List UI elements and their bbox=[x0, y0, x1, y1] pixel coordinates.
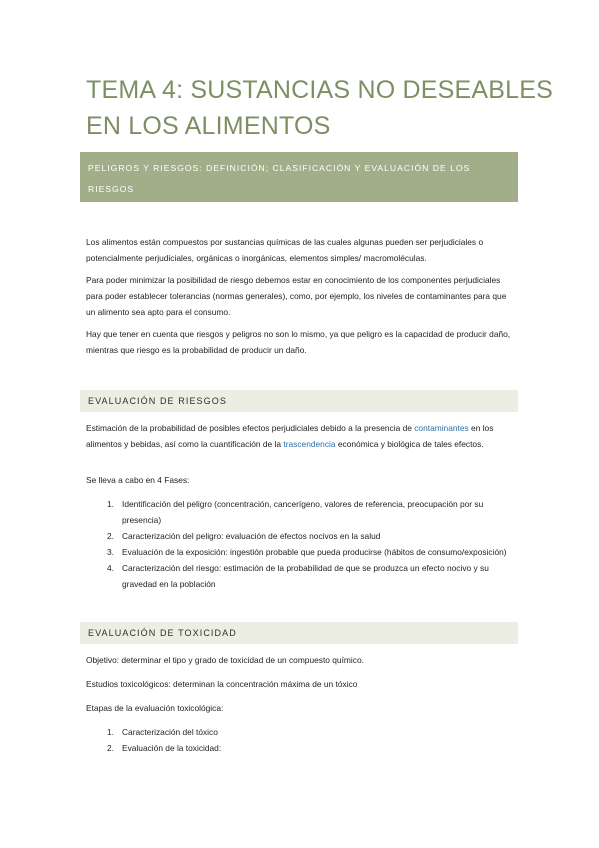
list-text: Evaluación de la exposición: ingestión probable que pueda producirse (hábitos de consumo/exposición) bbox=[122, 547, 507, 557]
paragraph-estimacion bbox=[86, 420, 514, 452]
section-header-peligros bbox=[80, 152, 518, 202]
list-item bbox=[86, 544, 514, 560]
link-contaminantes[interactable]: contaminantes bbox=[414, 423, 469, 433]
list-number: 3. bbox=[107, 547, 114, 557]
estimacion-text-a: Estimación de la probabilidad de posibles efectos perjudiciales debido a la presencia de bbox=[86, 423, 415, 433]
list-item bbox=[86, 560, 514, 592]
paragraph-objetivo: Objetivo: determinar el tipo y grado de toxicidad de un compuesto químico. bbox=[86, 655, 364, 665]
list-text: Caracterización del tóxico bbox=[122, 727, 218, 737]
list-number: 4. bbox=[107, 563, 114, 573]
document-title bbox=[86, 72, 553, 144]
section-header-evaluacion-riesgos: EVALUACIÓN DE RIESGOS bbox=[80, 390, 518, 412]
estimacion-text-b: en los alimentos y bebidas, así como la cuantificación de la bbox=[86, 423, 494, 449]
paragraph-fases: Se lleva a cabo en 4 Fases: bbox=[86, 475, 190, 485]
toxicity-stages-list bbox=[86, 724, 514, 756]
title-line-2: EN LOS ALIMENTOS bbox=[86, 112, 331, 140]
paragraph-estudios: Estudios toxicológicos: determinan la concentración máxima de un tóxico bbox=[86, 679, 358, 689]
link-trascendencia[interactable]: trascendencia bbox=[283, 439, 336, 449]
list-item bbox=[86, 528, 514, 544]
list-text: Evaluación de la toxicidad: bbox=[122, 743, 222, 753]
list-item bbox=[86, 740, 514, 756]
list-text: Caracterización del riesgo: estimación de la probabilidad de que se produzca un efecto nocivo y su gravedad en la población bbox=[122, 563, 489, 589]
title-line-1: TEMA 4: SUSTANCIAS NO DESEABLES bbox=[86, 76, 553, 104]
paragraph-riesgo-peligro: Hay que tener en cuenta que riesgos y peligros no son lo mismo, ya que peligro es la capacidad de producir daño, mientras que riesgo es la probabilidad de producir un daño. bbox=[86, 329, 511, 355]
list-number: 1. bbox=[107, 727, 114, 737]
list-item bbox=[86, 496, 514, 528]
section-header-evaluacion-toxicidad: EVALUACIÓN DE TOXICIDAD bbox=[80, 622, 518, 644]
paragraph-minimizar-riesgo: Para poder minimizar la posibilidad de riesgo debemos estar en conocimiento de los componentes perjudiciales para poder establecer tolerancias (normas generales), como, por ejemplo, los niveles de contaminantes para que un alimento sea apto para el consumo. bbox=[86, 275, 507, 317]
list-text: Identificación del peligro (concentración, cancerígeno, valores de referencia, preocupación por su presencia) bbox=[122, 499, 484, 525]
phases-list bbox=[86, 496, 514, 592]
estimacion-text-c: económica y biológica de tales efectos. bbox=[335, 439, 484, 449]
list-item bbox=[86, 724, 514, 740]
list-number: 1. bbox=[107, 499, 114, 509]
section-header-line-1: PELIGROS Y RIESGOS: DEFINICIÓN; CLASIFICACIÓN Y EVALUACIÓN DE LOS bbox=[88, 163, 471, 173]
list-number: 2. bbox=[107, 743, 114, 753]
list-number: 2. bbox=[107, 531, 114, 541]
list-text: Caracterización del peligro: evaluación de efectos nocivos en la salud bbox=[122, 531, 381, 541]
paragraph-composicion: Los alimentos están compuestos por sustancias químicas de las cuales algunas pueden ser perjudiciales o potencialmente perjudiciales, orgánicas o inorgánicas, elementos simples/ macromoléculas. bbox=[86, 237, 484, 263]
paragraph-etapas: Etapas de la evaluación toxicológica: bbox=[86, 703, 224, 713]
section-header-line-2: RIESGOS bbox=[88, 184, 135, 194]
